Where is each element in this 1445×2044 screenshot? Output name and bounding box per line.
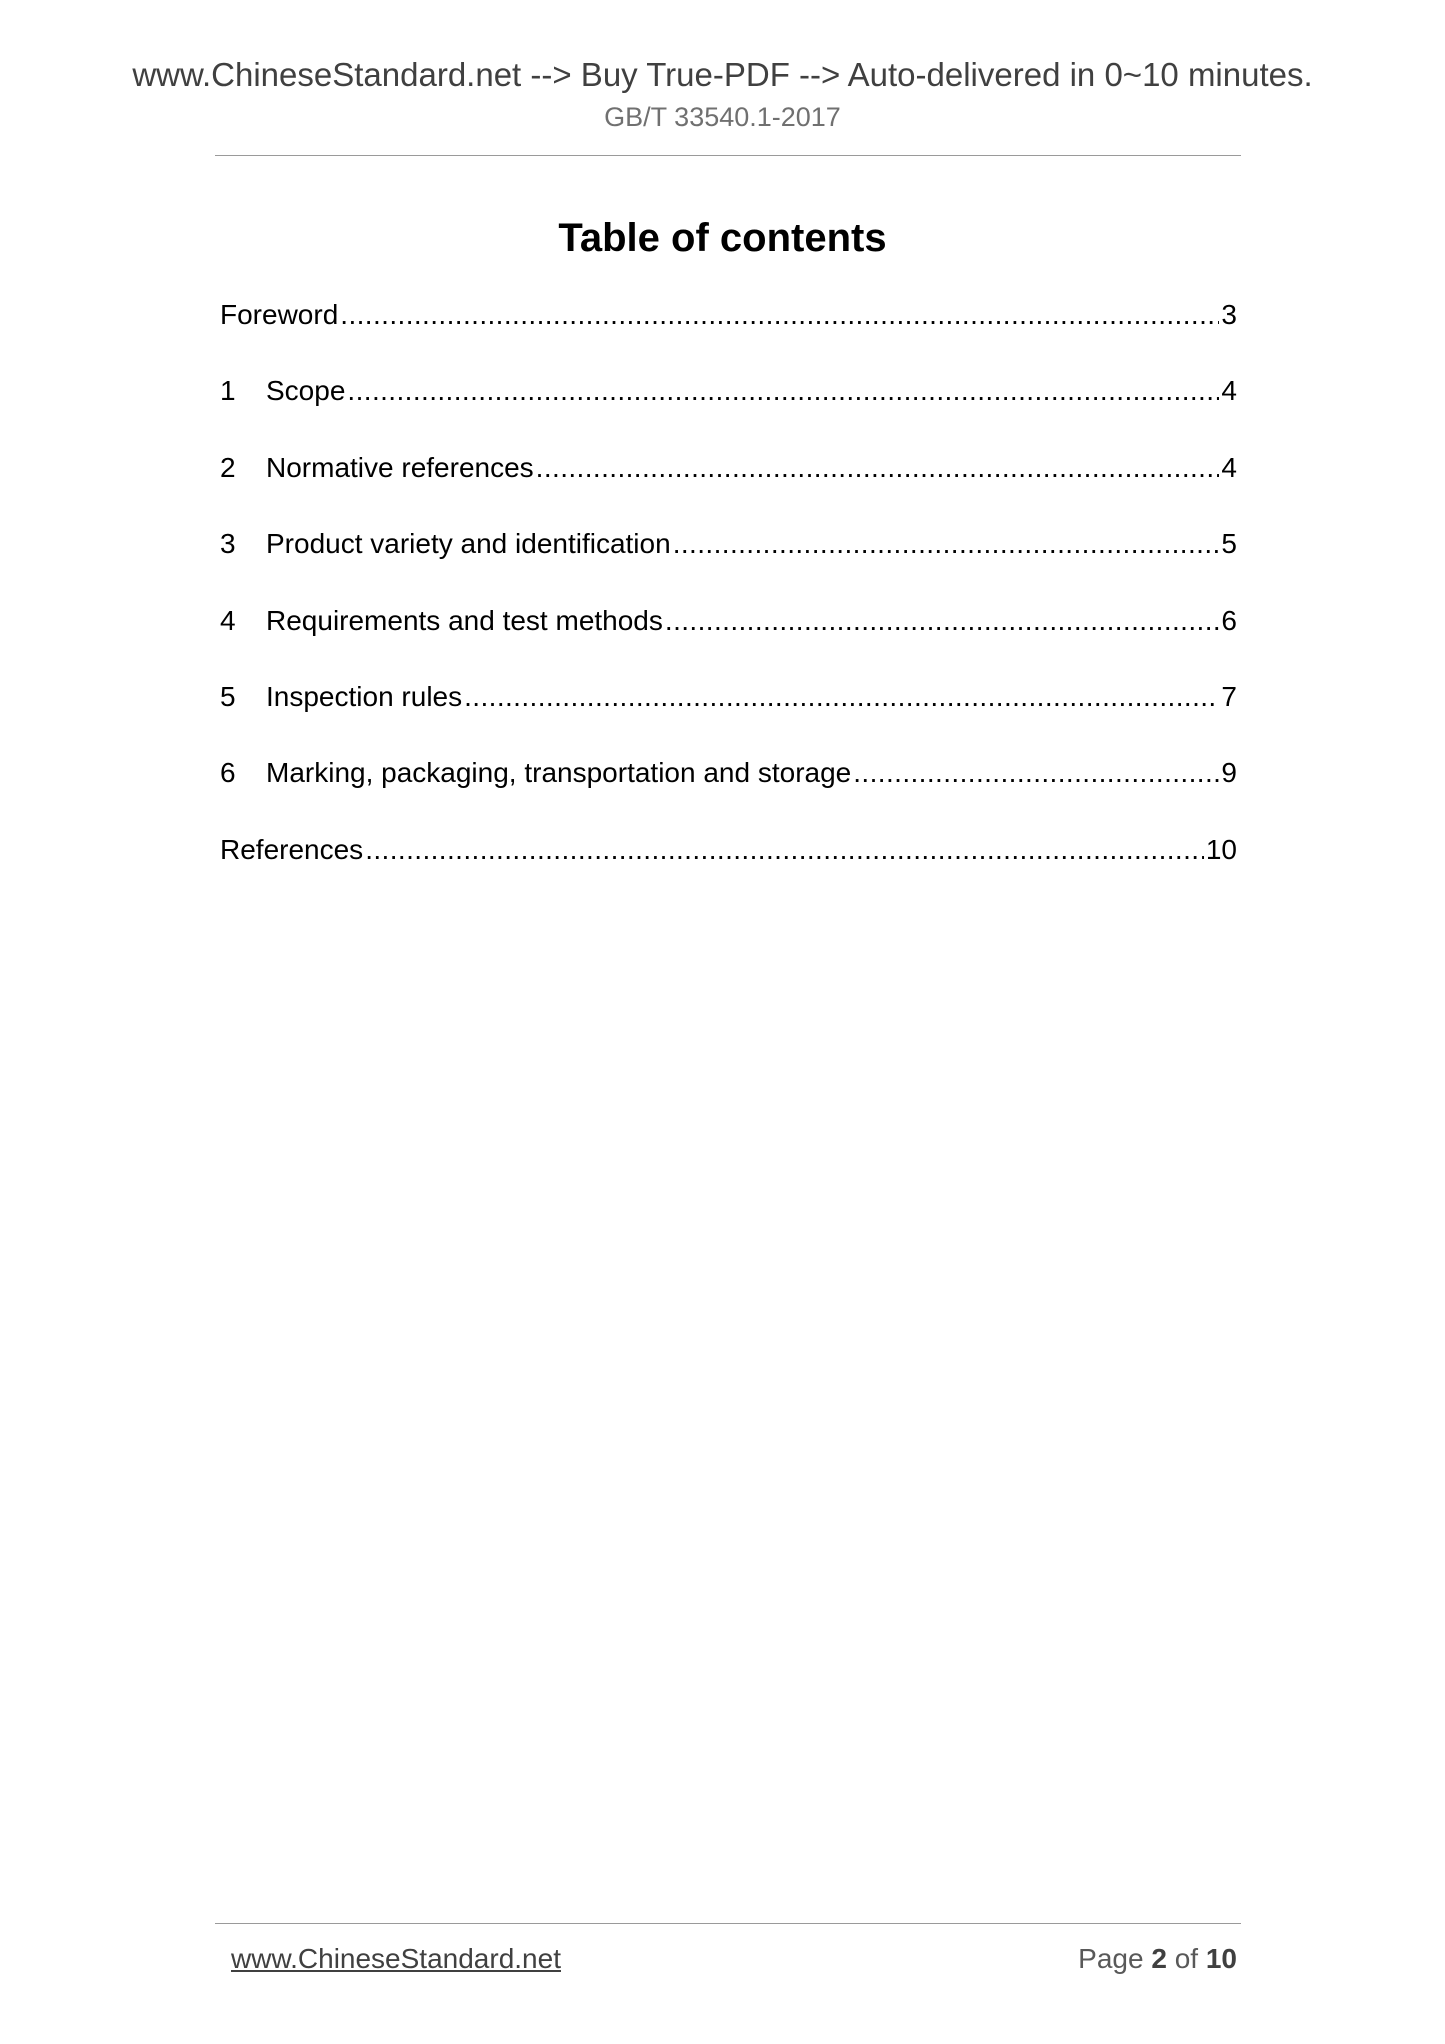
toc-entry-text: Normative references [266,451,534,483]
toc-entry-scope[interactable] [220,367,1237,443]
toc-entry-inspection-rules[interactable] [220,673,1237,749]
table-of-contents [220,291,1237,902]
toc-entry-text: Requirements and test methods [266,604,663,636]
toc-entry-text: Scope [266,375,346,407]
toc-dot-leader [464,673,1219,721]
toc-entry-product-variety[interactable] [220,520,1237,596]
toc-entry-text: References [220,833,364,865]
toc-entry-page: 10 [1205,833,1237,865]
toc-entry-page: 4 [1221,375,1237,407]
toc-entry-number: 5 [220,680,236,712]
toc-entry-marking-packaging[interactable] [220,749,1237,825]
toc-entry-page: 3 [1221,299,1237,330]
toc-dot-leader [347,367,1219,415]
toc-entry-normative-references[interactable] [220,444,1237,520]
toc-entry-page: 5 [1221,528,1237,560]
toc-entry-number: 4 [220,604,236,636]
toc-dot-leader [673,520,1220,568]
toc-entry-foreword[interactable] [220,291,1237,367]
toc-entry-page: 6 [1221,604,1237,636]
footer-page-indicator [1078,1939,1237,1979]
toc-entry-text: Inspection rules [266,680,463,712]
toc-entry-number: 3 [220,528,236,560]
toc-title: Table of contents [558,216,887,260]
toc-entry-number: 2 [220,451,236,483]
toc-entry-page: 4 [1221,451,1237,483]
footer-website-link[interactable]: www.ChineseStandard.net [231,1943,561,1974]
toc-entry-text: Product variety and identification [266,528,671,560]
toc-entry-requirements[interactable] [220,597,1237,673]
header-standard-number: GB/T 33540.1-2017 [604,102,841,132]
toc-dot-leader [665,597,1220,645]
header-promo-text: www.ChineseStandard.net --> Buy True-PDF --> Auto-delivered in 0~10 minutes. [132,56,1313,93]
header-divider [215,155,1241,156]
toc-dot-leader [536,444,1220,492]
toc-dot-leader [853,749,1219,797]
toc-entry-text: Marking, packaging, transportation and storage [266,757,852,789]
toc-entry-number: 1 [220,375,236,407]
toc-entry-page: 9 [1221,757,1237,789]
total-page-count: 10 [1205,1943,1237,1974]
toc-entry-text: Foreword [220,299,339,330]
current-page-number: 2 [1151,1943,1167,1974]
toc-entry-number: 6 [220,757,236,789]
page-header [0,52,1445,134]
toc-dot-leader [365,826,1204,874]
toc-dot-leader [340,291,1219,339]
footer-divider [215,1923,1241,1924]
page-prefix-label: Page [1078,1943,1144,1974]
page-of-label: of [1174,1943,1199,1974]
toc-entry-references[interactable] [220,826,1237,902]
toc-entry-page: 7 [1221,680,1237,712]
